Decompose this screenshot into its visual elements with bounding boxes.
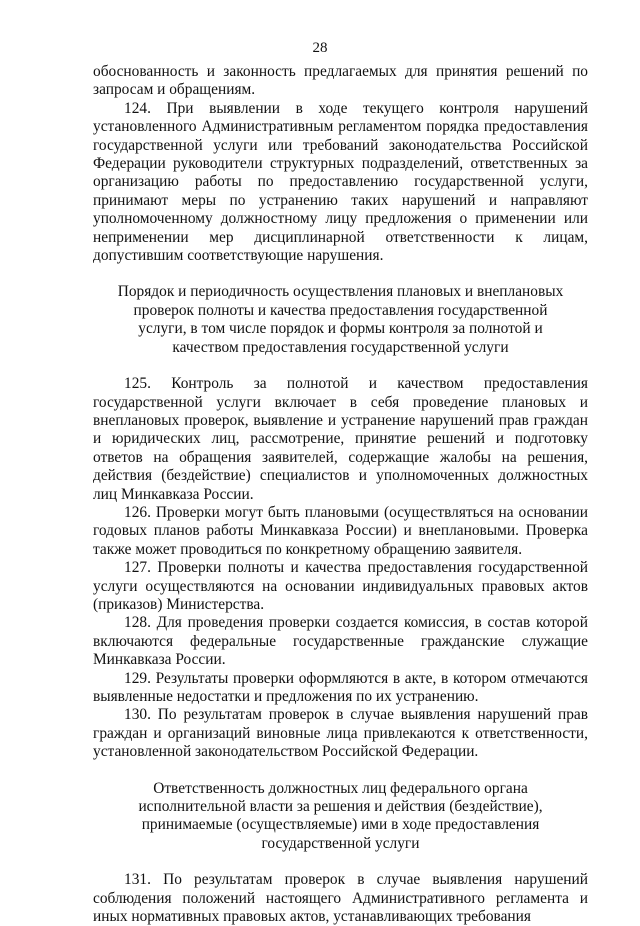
paragraph-130: 130. По результатам проверок в случае выявления нарушений прав граждан и организаций виновные лица привлекаются к ответственности, установленной законодательством Российской Федерации. [93, 706, 588, 761]
paragraph-125: 125. Контроль за полнотой и качеством предоставления государственной услуги включает в себя проведение плановых и внеплановых проверок, выявление и устранение нарушений прав граждан и юридических лиц, рассмотрение, принятие решений и подготовку ответов на обращения заявителей, содержащие жалобы на решения, действия (бездействие) специалистов и уполномоченных должностных лиц Минкавказа России. [93, 375, 588, 503]
document-body [93, 63, 588, 926]
section-heading-responsibility: Ответственность должностных лиц федерального органа исполнительной власти за решения и действия (бездействие), принимаемые (осуществляемые) ими в ходе предоставления государственной услуги [138, 779, 543, 852]
paragraph-126: 126. Проверки могут быть плановыми (осуществляться на основании годовых планов работы Минкавказа России) и внеплановыми. Проверка также может проводиться по конкретному обращению заявителя. [93, 503, 588, 558]
paragraph-129: 129. Результаты проверки оформляются в акте, в котором отмечаются выявленные недостатки и предложения по их устранению. [93, 669, 588, 705]
paragraph-124: 124. При выявлении в ходе текущего контроля нарушений установленного Административным регламентом порядка предоставления государственной услуги или требований законодательства Российской Федерации руководители структурных подразделений, ответственных за организацию работы по предоставлению государственной услуги, принимают меры по устранению таких нарушений и направляют уполномоченному должностному лицу предложения о применении или неприменении мер дисциплинарной ответственности к лицам, допустившим соответствующие нарушения. [93, 99, 588, 265]
paragraph-131: 131. По результатам проверок в случае выявления нарушений соблюдения положений настоящего Административного регламента и иных нормативных правовых актов, устанавливающих требования [93, 871, 588, 926]
section-heading-inspections: Порядок и периодичность осуществления плановых и внеплановых проверок полноты и качества предоставления государственной услуги, в том числе порядок и формы контроля за полнотой и качеством предоставления государственной услуги [117, 283, 564, 356]
page-number: 28 [312, 40, 328, 56]
paragraph-continuation: обоснованность и законность предлагаемых для принятия решений по запросам и обращениям. [93, 63, 588, 99]
paragraph-128: 128. Для проведения проверки создается комиссия, в состав которой включаются федеральные государственные гражданские служащие Минкавказа России. [93, 614, 588, 669]
paragraph-127: 127. Проверки полноты и качества предоставления государственной услуги осуществляются на основании индивидуальных правовых актов (приказов) Министерства. [93, 559, 588, 613]
